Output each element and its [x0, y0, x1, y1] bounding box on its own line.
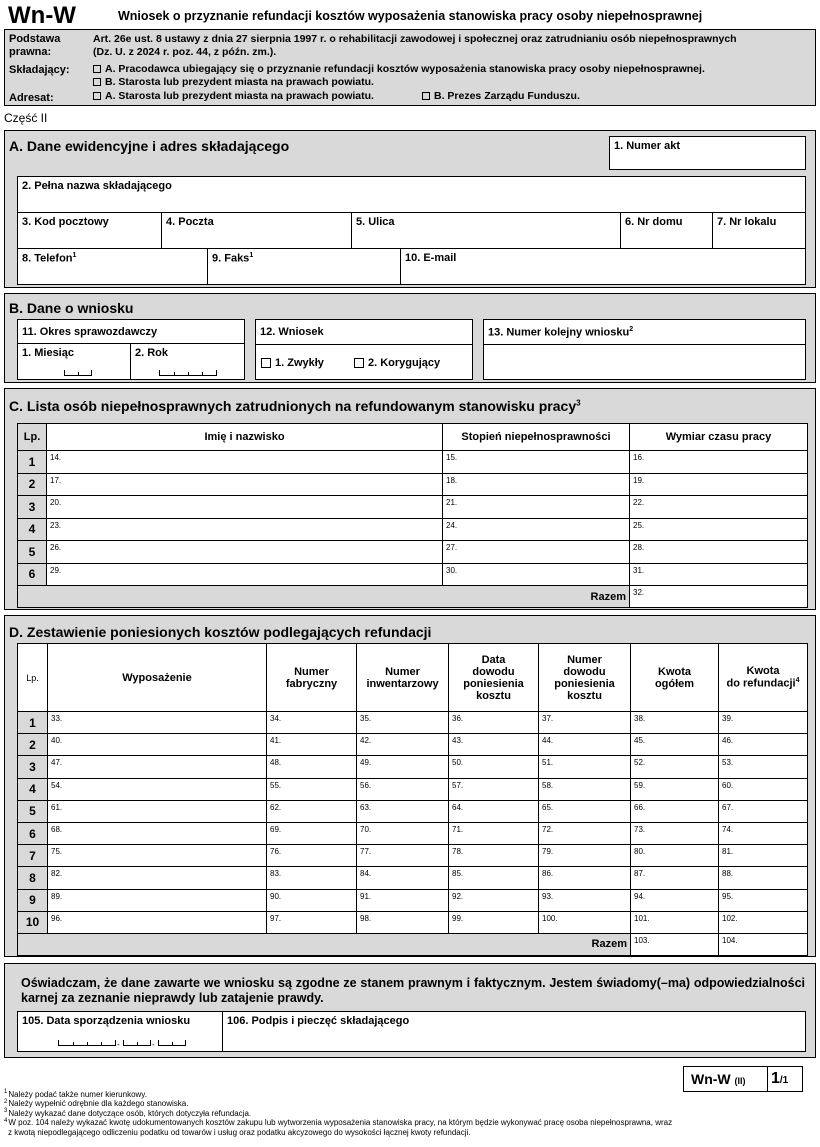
person-name-field[interactable]: 14. [47, 451, 443, 474]
month-label: 1. Miesiąc [22, 347, 74, 359]
document-date-field[interactable]: 71. [449, 822, 539, 844]
inventory-number-field[interactable]: 98. [357, 911, 449, 933]
equipment-field[interactable]: 61. [48, 800, 267, 822]
inventory-number-field[interactable]: 35. [357, 712, 449, 734]
col-working-time: Wymiar czasu pracy [630, 424, 808, 451]
inventory-number-field[interactable]: 63. [357, 800, 449, 822]
footnote: $^1$Należy podać także numer kierunkowy. [4, 1089, 147, 1099]
section-a [4, 130, 816, 288]
checkbox-icon [422, 92, 430, 100]
apartment-number-field[interactable] [712, 212, 806, 249]
serial-number-field[interactable]: 34. [267, 712, 357, 734]
inventory-number-field[interactable]: 56. [357, 778, 449, 800]
form-badge-code: Wn-W (II) [691, 1071, 746, 1087]
person-name-field[interactable]: 23. [47, 518, 443, 541]
section-c-title: C. Lista osób niepełnosprawnych zatrudnionych na refundowanym stanowisku pracy$^3$ [9, 398, 581, 414]
postal-code-label: 3. Kod pocztowy [22, 216, 109, 228]
month-comb [64, 370, 92, 376]
section-c [4, 388, 816, 610]
row-number: 10 [18, 911, 48, 933]
addressee-option-b-label: B. Prezes Zarządu Funduszu. [434, 90, 580, 102]
document-number-field[interactable]: 79. [539, 845, 631, 867]
serial-number-field[interactable]: 97. [267, 911, 357, 933]
col-document-date: Data dowodu poniesienia kosztu [449, 644, 539, 712]
serial-number-field[interactable]: 55. [267, 778, 357, 800]
col-lp: Lp. [18, 644, 48, 712]
document-date-field[interactable]: 99. [449, 911, 539, 933]
working-time-field[interactable]: 19. [630, 473, 808, 496]
addressee-label: Adresat: [9, 92, 54, 104]
working-time-field[interactable]: 25. [630, 518, 808, 541]
footnote: $^2$Należy wypełnić odrębnie dla każdego stanowiska. [4, 1098, 189, 1109]
serial-number-field[interactable]: 83. [267, 867, 357, 889]
total-amount-field[interactable]: 52. [631, 756, 719, 778]
costs-table-row [18, 867, 808, 889]
costs-table-row [18, 778, 808, 800]
house-number-field[interactable] [620, 212, 713, 249]
working-time-field[interactable]: 22. [630, 496, 808, 519]
costs-table-row [18, 734, 808, 756]
section-d [4, 615, 816, 957]
costs-table-row [18, 712, 808, 734]
form-code: Wn-W [8, 2, 76, 29]
col-refund-amount: Kwota do refundacji$^4$ [719, 644, 808, 712]
working-time-field[interactable]: 31. [630, 563, 808, 586]
col-disability: Stopień niepełnosprawności [443, 424, 630, 451]
phone-field[interactable] [17, 248, 208, 285]
document-number-field[interactable]: 86. [539, 867, 631, 889]
application-type-label: 12. Wniosek [260, 326, 324, 338]
section-b [4, 293, 816, 383]
serial-number-field[interactable]: 69. [267, 822, 357, 844]
persons-table-row [18, 518, 808, 541]
reporting-period-box [17, 319, 245, 344]
document-number-field[interactable]: 100. [539, 911, 631, 933]
row-number: 9 [18, 889, 48, 911]
refund-amount-field[interactable]: 67. [719, 800, 808, 822]
addressee-option-a-label: A. Starosta lub prezydent miasta na prawach powiatu. [105, 90, 374, 102]
serial-number-field[interactable]: 90. [267, 889, 357, 911]
persons-total-field[interactable]: 32. [630, 586, 808, 608]
legal-basis-text-2: (Dz. U. z 2024 r. poz. 44, z późn. zm.). [93, 46, 277, 58]
section-d-title: D. Zestawienie poniesionych kosztów podlegających refundacji [9, 624, 432, 640]
inventory-number-field[interactable]: 91. [357, 889, 449, 911]
row-number: 3 [18, 496, 47, 519]
document-date-field[interactable]: 78. [449, 845, 539, 867]
document-date-field[interactable]: 36. [449, 712, 539, 734]
checkbox-icon [261, 358, 271, 368]
persons-table-row [18, 563, 808, 586]
person-name-field[interactable]: 29. [47, 563, 443, 586]
document-number-field[interactable]: 58. [539, 778, 631, 800]
legal-basis-label-2: prawna: [9, 46, 52, 58]
post-office-field[interactable] [161, 212, 352, 249]
addressee-option-b[interactable] [422, 90, 580, 102]
col-name: Imię i nazwisko [47, 424, 443, 451]
document-number-field[interactable]: 44. [539, 734, 631, 756]
refund-amount-field[interactable]: 39. [719, 712, 808, 734]
col-equipment: Wyposażenie [48, 644, 267, 712]
total-amount-field[interactable]: 66. [631, 800, 719, 822]
document-date-field[interactable]: 92. [449, 889, 539, 911]
equipment-field[interactable]: 54. [48, 778, 267, 800]
row-number: 7 [18, 845, 48, 867]
refund-amount-field[interactable]: 95. [719, 889, 808, 911]
equipment-field[interactable]: 89. [48, 889, 267, 911]
submitter-option-b[interactable] [93, 76, 374, 88]
year-comb [159, 370, 217, 376]
fax-label: 9. Faks$^1$ [212, 252, 254, 265]
option-regular[interactable] [261, 357, 324, 369]
col-serial-number: Numer fabryczny [267, 644, 357, 712]
phone-label: 8. Telefon$^1$ [22, 252, 77, 265]
refund-amount-field[interactable]: 102. [719, 911, 808, 933]
total-amount-field[interactable]: 80. [631, 845, 719, 867]
serial-number-field[interactable]: 62. [267, 800, 357, 822]
total-amount-field[interactable]: 94. [631, 889, 719, 911]
equipment-field[interactable]: 33. [48, 712, 267, 734]
application-number-box[interactable] [483, 319, 806, 380]
addressee-option-a[interactable] [93, 90, 374, 102]
row-number: 1 [18, 712, 48, 734]
email-label: 10. E-mail [405, 252, 457, 264]
disability-degree-field[interactable]: 15. [443, 451, 630, 474]
col-lp: Lp. [18, 424, 47, 451]
submitter-option-a[interactable] [93, 63, 705, 75]
document-date-field[interactable]: 57. [449, 778, 539, 800]
costs-table-row [18, 911, 808, 933]
case-number-label: 1. Numer akt [614, 140, 681, 152]
email-field[interactable] [400, 248, 806, 285]
costs-total-amount-field[interactable]: 103. [631, 933, 719, 955]
street-label: 5. Ulica [356, 216, 395, 228]
row-number: 8 [18, 867, 48, 889]
person-name-field[interactable]: 26. [47, 541, 443, 564]
street-field[interactable] [351, 212, 621, 249]
total-amount-field[interactable]: 73. [631, 822, 719, 844]
preparation-date-field[interactable]: 105. Data sporządzenia wniosku - - [17, 1011, 223, 1052]
year-field[interactable] [130, 343, 245, 380]
row-number: 3 [18, 756, 48, 778]
checkbox-icon [93, 78, 101, 86]
submitter-label: Składający: [9, 64, 70, 76]
persons-table-row [18, 541, 808, 564]
form-badge-page: 1/1 [771, 1070, 789, 1087]
document-date-field[interactable]: 64. [449, 800, 539, 822]
form-title: Wniosek o przyznanie refundacji kosztów wyposażenia stanowiska pracy osoby niepełnosprawnej [118, 9, 703, 23]
document-date-field[interactable]: 50. [449, 756, 539, 778]
row-number: 5 [18, 800, 48, 822]
disability-degree-field[interactable]: 30. [443, 563, 630, 586]
refund-amount-field[interactable]: 46. [719, 734, 808, 756]
inventory-number-field[interactable]: 84. [357, 867, 449, 889]
total-amount-field[interactable]: 59. [631, 778, 719, 800]
working-time-field[interactable]: 16. [630, 451, 808, 474]
signature-field[interactable] [222, 1011, 806, 1052]
costs-table-row [18, 822, 808, 844]
disability-degree-field[interactable]: 21. [443, 496, 630, 519]
full-name-label: 2. Pełna nazwa składającego [22, 180, 172, 192]
house-number-label: 6. Nr domu [625, 216, 683, 228]
preparation-date-label: 105. Data sporządzenia wniosku [22, 1015, 191, 1027]
post-office-label: 4. Poczta [166, 216, 214, 228]
costs-table-row [18, 845, 808, 867]
date-comb-day [158, 1040, 186, 1046]
declaration-section [4, 963, 816, 1058]
row-number: 5 [18, 541, 47, 564]
persons-table-row [18, 496, 808, 519]
option-regular-label: 1. Zwykły [275, 357, 324, 369]
disability-degree-field[interactable]: 27. [443, 541, 630, 564]
document-number-field[interactable]: 51. [539, 756, 631, 778]
option-corrective-label: 2. Korygujący [368, 357, 441, 369]
refund-amount-field[interactable]: 60. [719, 778, 808, 800]
document-number-field[interactable]: 65. [539, 800, 631, 822]
apartment-number-label: 7. Nr lokalu [717, 216, 777, 228]
document-date-field[interactable]: 43. [449, 734, 539, 756]
serial-number-field[interactable]: 48. [267, 756, 357, 778]
signature-label: 106. Podpis i pieczęć składającego [227, 1015, 410, 1027]
case-number-field[interactable] [609, 136, 806, 170]
checkbox-icon [93, 92, 101, 100]
inventory-number-field[interactable]: 42. [357, 734, 449, 756]
equipment-field[interactable]: 40. [48, 734, 267, 756]
submitter-option-a-label: A. Pracodawca ubiegający się o przyznanie refundacji kosztów wyposażenia stanowiska pracy osoby niepełnosprawnej. [105, 63, 705, 75]
refund-amount-field[interactable]: 53. [719, 756, 808, 778]
refund-amount-field[interactable]: 88. [719, 867, 808, 889]
footnote: z kwotą niepodlegającego odliczeniu podatku od towarów i usług oraz podatku akcyzowego do wysokości łącznej kwoty refundacji. [8, 1127, 471, 1137]
col-document-number: Numer dowodu poniesienia kosztu [539, 644, 631, 712]
checkbox-icon [93, 65, 101, 73]
col-total-amount: Kwota ogółem [631, 644, 719, 712]
costs-table [17, 643, 808, 956]
equipment-field[interactable]: 82. [48, 867, 267, 889]
submitter-option-b-label: B. Starosta lub prezydent miasta na prawach powiatu. [105, 76, 374, 88]
month-field[interactable] [17, 343, 131, 380]
refund-amount-field[interactable]: 74. [719, 822, 808, 844]
legal-basis-text-1: Art. 26e ust. 8 ustawy z dnia 27 sierpnia 1997 r. o rehabilitacji zawodowej i społecznej oraz zatrudnianiu osób niepełnosprawnych [93, 33, 737, 45]
person-name-field[interactable]: 20. [47, 496, 443, 519]
disability-degree-field[interactable]: 18. [443, 473, 630, 496]
section-a-title: A. Dane ewidencyjne i adres składającego [9, 138, 290, 154]
persons-table [17, 423, 808, 608]
serial-number-field[interactable]: 76. [267, 845, 357, 867]
legal-basis-label-1: Podstawa [9, 33, 61, 45]
checkbox-icon [354, 358, 364, 368]
row-number: 1 [18, 451, 47, 474]
application-type-box [255, 319, 473, 380]
row-number: 2 [18, 734, 48, 756]
application-number-label: 13. Numer kolejny wniosku$^2$ [488, 326, 634, 339]
year-label: 2. Rok [135, 347, 169, 359]
costs-table-row [18, 800, 808, 822]
costs-total-refund-field[interactable]: 104. [719, 933, 808, 955]
section-b-title: B. Dane o wniosku [9, 300, 134, 316]
col-inventory-number: Numer inwentarzowy [357, 644, 449, 712]
equipment-field[interactable]: 96. [48, 911, 267, 933]
footnote: $^3$Należy wykazać dane dotyczące osób, których dotyczyła refundacja. [4, 1108, 252, 1118]
document-number-field[interactable]: 72. [539, 822, 631, 844]
declaration-text: Oświadczam, że dane zawarte we wniosku są zgodne ze stanem prawnym i faktycznym. Jestem świadomy(–ma) odpowiedzialności karnej za zeznanie nieprawdy lub zatajenie prawdy. [21, 976, 805, 1005]
total-amount-field[interactable]: 45. [631, 734, 719, 756]
total-amount-field[interactable]: 101. [631, 911, 719, 933]
persons-table-row [18, 451, 808, 474]
serial-number-field[interactable]: 41. [267, 734, 357, 756]
date-comb-month [123, 1040, 151, 1046]
inventory-number-field[interactable]: 70. [357, 822, 449, 844]
option-corrective[interactable] [354, 357, 440, 369]
row-number: 4 [18, 518, 47, 541]
costs-table-row [18, 756, 808, 778]
row-number: 6 [18, 563, 47, 586]
footnote: $^4$W poz. 104 należy wykazać kwotę udokumentowanych kosztów zakupu lub wytworzenia wyposażenia stanowiska pracy, na którym będzie wykonywać pracę osoba niepełnosprawna, wraz [4, 1117, 673, 1128]
total-amount-field[interactable]: 38. [631, 712, 719, 734]
persons-total-label: Razem [18, 586, 630, 608]
costs-table-row [18, 889, 808, 911]
part-label: Część II [4, 111, 48, 125]
refund-amount-field[interactable]: 81. [719, 845, 808, 867]
fax-field[interactable] [207, 248, 401, 285]
info-box [4, 29, 816, 106]
working-time-field[interactable]: 28. [630, 541, 808, 564]
full-name-field[interactable] [17, 176, 806, 213]
equipment-field[interactable]: 68. [48, 822, 267, 844]
disability-degree-field[interactable]: 24. [443, 518, 630, 541]
person-name-field[interactable]: 17. [47, 473, 443, 496]
inventory-number-field[interactable]: 49. [357, 756, 449, 778]
row-number: 2 [18, 473, 47, 496]
total-amount-field[interactable]: 87. [631, 867, 719, 889]
reporting-period-label: 11. Okres sprawozdawczy [22, 326, 158, 338]
costs-total-label: Razem [18, 933, 631, 955]
document-date-field[interactable]: 85. [449, 867, 539, 889]
date-comb-year [58, 1040, 116, 1046]
equipment-field[interactable]: 75. [48, 845, 267, 867]
inventory-number-field[interactable]: 77. [357, 845, 449, 867]
form-badge [683, 1066, 803, 1092]
postal-code-field[interactable] [17, 212, 162, 249]
row-number: 6 [18, 822, 48, 844]
document-number-field[interactable]: 93. [539, 889, 631, 911]
document-number-field[interactable]: 37. [539, 712, 631, 734]
persons-table-row [18, 473, 808, 496]
equipment-field[interactable]: 47. [48, 756, 267, 778]
row-number: 4 [18, 778, 48, 800]
